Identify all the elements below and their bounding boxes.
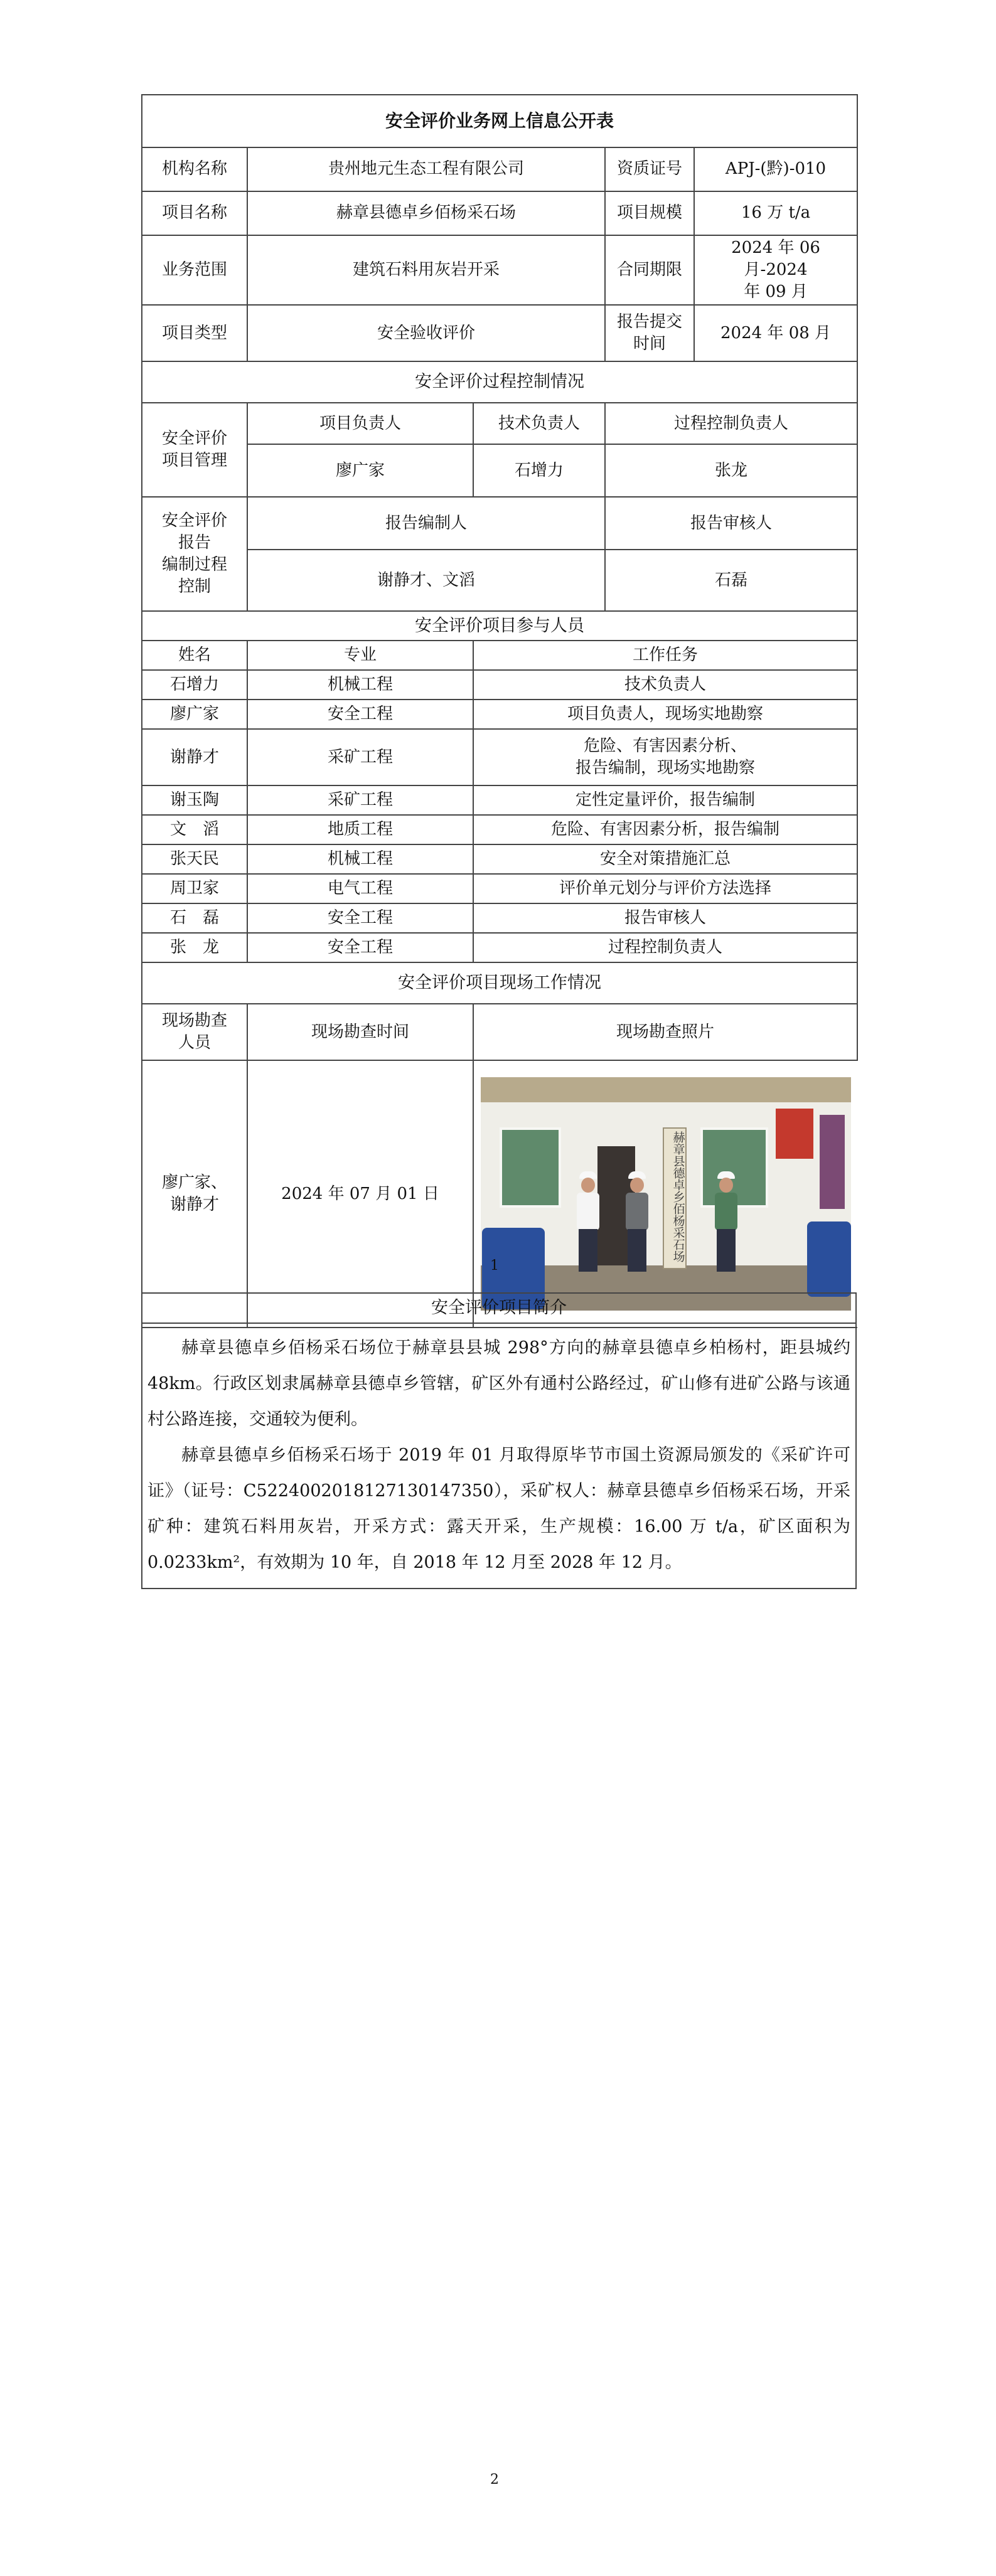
staff-task: 评价单元划分与评价方法选择 (473, 874, 857, 903)
report-label-line-2: 报告 (178, 533, 211, 553)
process-section-title: 安全评价过程控制情况 (142, 361, 857, 403)
intro-paragraph-1: 赫章县德卓乡佰杨采石场位于赫章县县城 298°方向的赫章县德卓乡柏杨村，距县城约 48km。行政区划隶属赫章县德卓乡管辖，矿区外有通村公路经过，矿山修有进矿公路与该通村公路连接，交通较为便利。 (147, 1338, 850, 1429)
staff-major: 安全工程 (247, 933, 473, 962)
site-photo-cell (473, 1060, 857, 1328)
scale-value: 16 万 t/a (694, 191, 857, 235)
site-photo-header: 现场勘查照片 (473, 1004, 857, 1060)
staff-name: 谢静才 (142, 729, 247, 785)
site-people-header-line-2: 人员 (178, 1033, 211, 1053)
staff-header-major: 专业 (247, 641, 473, 670)
reviewer-value: 石磊 (605, 550, 857, 611)
site-people-line-1: 廖广家、 (161, 1173, 227, 1193)
staff-major: 采矿工程 (247, 729, 473, 785)
staff-task-line-2: 报告编制，现场实地勘察 (576, 758, 756, 778)
intro-table (141, 1292, 857, 1589)
type-value: 安全验收评价 (247, 305, 605, 361)
site-people-line-2: 谢静才 (169, 1195, 219, 1215)
staff-header-task: 工作任务 (473, 641, 857, 670)
table-row (142, 670, 857, 700)
staff-name: 张 龙 (142, 933, 247, 962)
staff-task-line-1: 危险、有害因素分析、 (584, 737, 747, 756)
staff-name: 谢玉陶 (142, 785, 247, 815)
table-row (142, 903, 857, 933)
staff-major: 电气工程 (247, 874, 473, 903)
photo-purple-board (820, 1115, 845, 1209)
project-lead-header: 项目负责人 (247, 403, 473, 444)
intro-body (142, 1323, 856, 1589)
submit-value: 2024 年 08 月 (694, 305, 857, 361)
staff-major: 采矿工程 (247, 785, 473, 815)
site-section-title: 安全评价项目现场工作情况 (142, 962, 857, 1004)
period-label: 合同期限 (605, 235, 694, 305)
table-row (142, 729, 857, 785)
staff-task: 过程控制负责人 (473, 933, 857, 962)
report-label-line-1: 安全评价 (161, 511, 227, 531)
staff-major: 安全工程 (247, 903, 473, 933)
tech-lead-value: 石增力 (473, 444, 605, 497)
mgmt-label-line-1: 安全评价 (161, 429, 227, 449)
process-lead-header: 过程控制负责人 (605, 403, 857, 444)
period-line-1: 2024 年 06 月-2024 (731, 238, 820, 280)
table-row (142, 815, 857, 844)
type-label: 项目类型 (142, 305, 247, 361)
table-row (142, 785, 857, 815)
scale-label: 项目规模 (605, 191, 694, 235)
staff-name: 周卫家 (142, 874, 247, 903)
mgmt-label-line-2: 项目管理 (161, 451, 227, 471)
staff-major: 机械工程 (247, 670, 473, 700)
cert-label: 资质证号 (605, 147, 694, 191)
site-people-value (142, 1060, 247, 1328)
staff-task: 技术负责人 (473, 670, 857, 700)
photo-barrel-right (807, 1221, 851, 1297)
author-value: 谢静才、文滔 (247, 550, 605, 611)
site-people-header (142, 1004, 247, 1060)
author-header: 报告编制人 (247, 497, 605, 550)
report-label-line-4: 控制 (178, 577, 211, 597)
photo-sign-text: 赫章县德卓乡佰杨采石场 (671, 1131, 685, 1263)
staff-task: 报告审核人 (473, 903, 857, 933)
site-people-header-line-1: 现场勘查 (161, 1011, 227, 1031)
staff-header-name: 姓名 (142, 641, 247, 670)
photo-mine-sign (663, 1127, 687, 1269)
staff-section-title: 安全评价项目参与人员 (142, 611, 857, 641)
table-row (142, 933, 857, 962)
site-time-value: 2024 年 07 月 01 日 (247, 1060, 473, 1328)
staff-task: 项目负责人，现场实地勘察 (473, 700, 857, 729)
scope-label: 业务范围 (142, 235, 247, 305)
table-title: 安全评价业务网上信息公开表 (142, 95, 857, 147)
staff-major: 安全工程 (247, 700, 473, 729)
staff-name: 张天民 (142, 844, 247, 874)
staff-task: 定性定量评价，报告编制 (473, 785, 857, 815)
report-label-line-3: 编制过程 (161, 555, 227, 575)
staff-name: 石增力 (142, 670, 247, 700)
staff-major: 地质工程 (247, 815, 473, 844)
process-lead-value: 张龙 (605, 444, 857, 497)
intro-title: 安全评价项目简介 (142, 1293, 856, 1323)
table-row (142, 844, 857, 874)
site-time-header: 现场勘查时间 (247, 1004, 473, 1060)
submit-label (605, 305, 694, 361)
submit-label-line-1: 报告提交 (616, 312, 682, 332)
table-row (142, 700, 857, 729)
project-value: 赫章县德卓乡佰杨采石场 (247, 191, 605, 235)
photo-window-left (500, 1127, 561, 1208)
staff-task (473, 729, 857, 785)
site-photo (481, 1077, 851, 1311)
report-control-label (142, 497, 247, 611)
project-lead-value: 廖广家 (247, 444, 473, 497)
staff-name: 文 滔 (142, 815, 247, 844)
page-number: 2 (490, 2472, 499, 2488)
intro-paragraph-2: 赫章县德卓乡佰杨采石场于 2019 年 01 月取得原毕节市国土资源局颁发的《采矿许可证》（证号：C5224002018127130147350），采矿权人：赫章县德卓乡佰杨采石场，开采矿种：建筑石料用灰岩，开采方式：露天开采，生产规模：16.00 万 t/a，矿区面积为 0.0233km²，有效期为 10 年，自 2018 年 12 月至 2028 年 12 月。 (147, 1445, 850, 1572)
cert-value: APJ-(黔)-010 (694, 147, 857, 191)
staff-name: 石 磊 (142, 903, 247, 933)
submit-label-line-2: 时间 (633, 334, 666, 354)
org-label: 机构名称 (142, 147, 247, 191)
tech-lead-header: 技术负责人 (473, 403, 605, 444)
photo-sky (481, 1077, 851, 1102)
disclosure-table (141, 94, 858, 1328)
photo-red-board (776, 1109, 813, 1159)
staff-task: 危险、有害因素分析，报告编制 (473, 815, 857, 844)
period-value (694, 235, 857, 305)
page-number: 1 (490, 1258, 499, 1274)
staff-name: 廖广家 (142, 700, 247, 729)
table-row (142, 874, 857, 903)
reviewer-header: 报告审核人 (605, 497, 857, 550)
org-value: 贵州地元生态工程有限公司 (247, 147, 605, 191)
mgmt-label (142, 403, 247, 497)
staff-task: 安全对策措施汇总 (473, 844, 857, 874)
project-label: 项目名称 (142, 191, 247, 235)
period-line-2: 年 09 月 (744, 282, 808, 302)
staff-major: 机械工程 (247, 844, 473, 874)
scope-value: 建筑石料用灰岩开采 (247, 235, 605, 305)
